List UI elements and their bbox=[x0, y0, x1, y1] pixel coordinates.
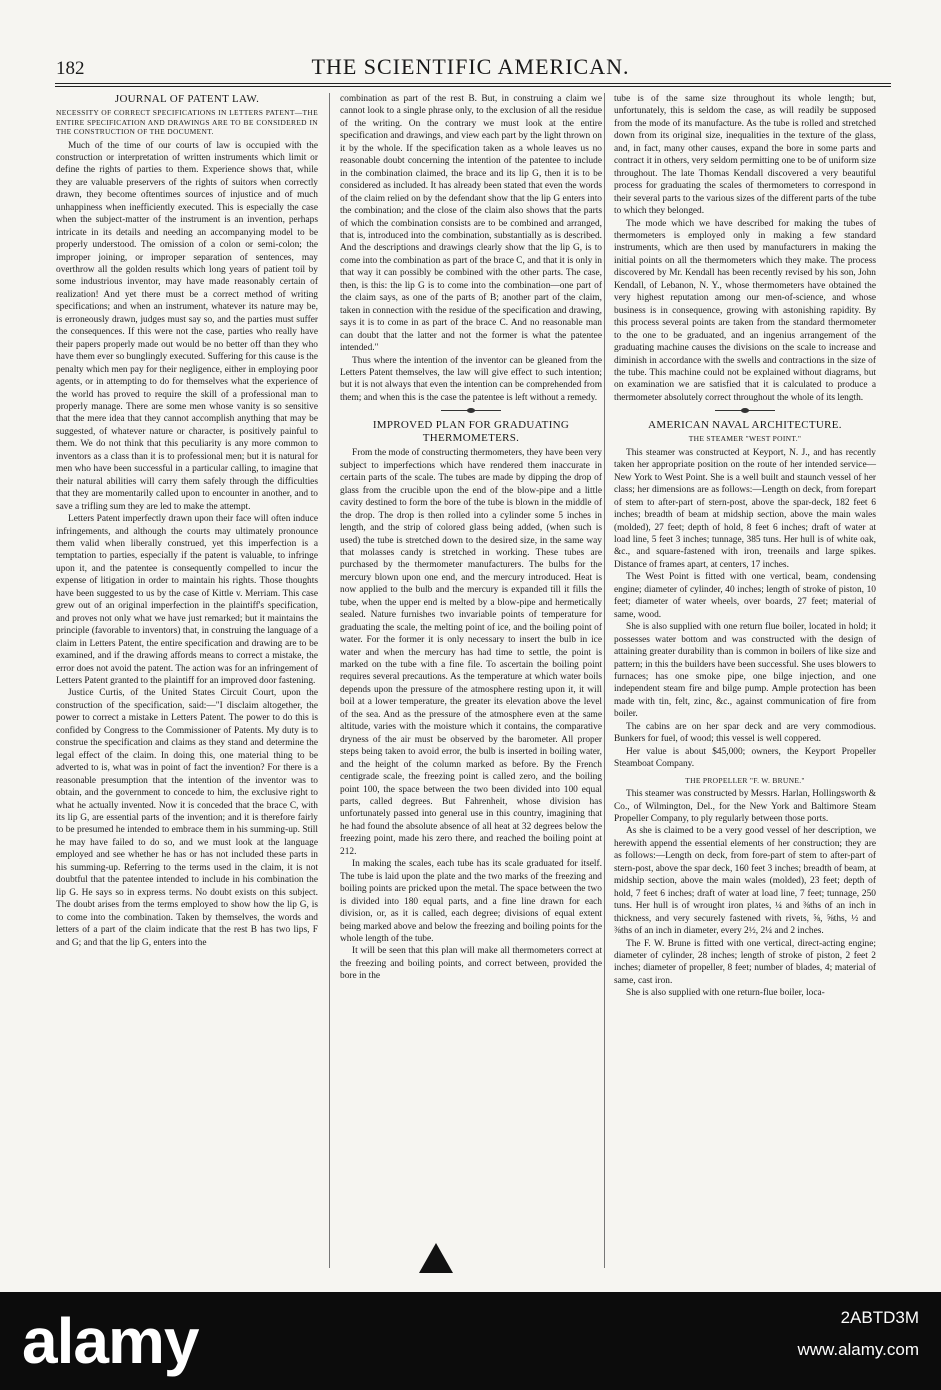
article-paragraph: As she is claimed to be a very good vessel of her description, we herewith append the essential elements of her construction; they are as follows:—Length on deck, from fore-part of stem to after-part of stern-post, above the spar deck, 160 feet 3 inches; breadth of beam, at midship section, above the main wales (molded), 23 feet; depth of hold, 7 feet 6 inches; draft of water at load line, 7 feet; tunnage, 250 tuns. Her hull is of wrought iron plates, ¼ and ⅜ths of an inch in thickness, and very securely fastened with rivets, ⅝, ⅝ths, ½ and ⅜ths of an inch in diameter, every 2½, 2¼ and 2 inches. bbox=[614, 826, 876, 937]
image-id: 2ABTD3M bbox=[840, 1308, 919, 1327]
article-paragraph: Her value is about $45,000; owners, the Keyport Propeller Steamboat Company. bbox=[614, 746, 876, 770]
section-subheading: THE STEAMER "WEST POINT." bbox=[688, 434, 802, 444]
article-title-thermometers: IMPROVED PLAN FOR GRADUATING THERMOMETERS. bbox=[372, 419, 570, 445]
page-number: 182 bbox=[56, 58, 85, 79]
article-paragraph: The F. W. Brune is fitted with one vertical, direct-acting engine; diameter of cylinder, 28 inches; length of stroke of piston, 2 feet 2 inches; diameter of propeller, 8 feet; number of blades, 4; material of same, cast iron. bbox=[614, 938, 876, 986]
column-3 bbox=[614, 93, 876, 1000]
article-paragraph: The West Point is fitted with one vertical, beam, condensing engine; diameter of cylinder, 40 inches; length of stroke of piston, 10 feet; diameter of water wheels, over boards, 27 feet; material of same, wood. bbox=[614, 572, 876, 620]
column-2 bbox=[340, 93, 602, 983]
article-paragraph: combination as part of the rest B. But, in construing a claim we cannot look to a single phrase only, to the exclusion of all the residue of the writing. On the contrary we must look at the entire specification and drawings, and view each part by the light thrown on it by the whole. If the specification taken as a whole leaves us no reasonable doubt concerning the intention of the patentee to include in the combination claimed, the brace and its lip G, then it is to be considered as included. It has already been stated that even the words of the claim relied on by the defendant show that the lip G enters into the combination; and the close of the claim also shows that the parts of which the combination consists are to be combined and arranged, that is, introduced into the combination, substantially as is described. And the descriptions and drawings clearly show that the lip G, is to come into the combination as part of the brace C, and that it is only in that way it can possibly be combined with the other parts. The case, then, is this: the lip G is to come into the combination—one part of the claim says, as one of the parts of B; another part of the claim, taken in connection with the residue of the specification and drawing, says it is to come in as part of the brace C. And no reasonable man can doubt that the latter and not the former is what the patentee intended." bbox=[340, 94, 602, 354]
article-paragraph: Thus where the intention of the inventor can be gleaned from the Letters Patent themselves, the law will give effect to such intention; but it is not always that even the intention can be comprehended from them; and when this is the case the patentee is left without a remedy. bbox=[340, 355, 602, 403]
site-url: www.alamy.com bbox=[797, 1340, 919, 1359]
column-divider bbox=[329, 93, 330, 1268]
article-paragraph: The mode which we have described for making the tubes of thermometers is employed only in making a few standard instruments, which are then used by manufacturers in making the initial points on all the thermometers which they make. The process discovered by Mr. Kendall has been recently revised by his son, John Kendall, of Lebanon, N. Y., whose thermometers have obtained the very highest reputation among our men-of-science, and whose business is in consequence, growing with astonishing rapidity. By this process several points are taken from the standard thermometer to the one to be graduated, and an ingenius arrangement of the graduating machine causes the divisions on the scale to increase and diminish in accordance with the swells and contractions in the size of the tube. This machine could not be explained without diagrams, but on examination we are satisfied that it is calculated to produce a thermometer absolutely correct throughout the whole of its length. bbox=[614, 218, 876, 403]
article-paragraph: Letters Patent imperfectly drawn upon their face will often induce infringements, and although the courts may ultimately pronounce them valid when liberally construed, yet this imperfection is a temptation to parties, especially if the patent is valuable, to infringe upon it, and the patentee is consequently compelled to incur the expense of litigation in order to maintain his rights. Those thoughts have been suggested to us by the case of Kittle v. Merriam. This case grew out of an original imperfection in the plaintiff's specification, and proves not only what we have just remarked; but it maintains the principle (favorable to inventors) that, in construing the language of a claim in Letters Patent, the entire specification and drawing are to be examined, and if the drawing affords means to correct a mistake, the error does not avoid the patent. The action was for an infringement of Letters Patent granted to the plaintiff for an improved door fastening. bbox=[56, 514, 318, 686]
header-rule-2 bbox=[55, 86, 891, 87]
ink-blot bbox=[419, 1243, 453, 1273]
article-paragraph: This steamer was constructed by Messrs. Harlan, Hollingsworth & Co., of Wilmington, Del., for the New York and Baltimore Steam Propeller Company, to ply regularly between those ports. bbox=[614, 789, 876, 825]
column-divider bbox=[604, 93, 605, 1268]
brand-logo: alamy bbox=[22, 1305, 199, 1377]
article-paragraph: She is also supplied with one return-flue boiler, loca- bbox=[626, 988, 825, 999]
article-paragraph: tube is of the same size throughout its whole length; but, unfortunately, this is seldom the case, as will readily be supposed from the mode of its manufacture. As the tube is rolled and stretched down from its original size, inequalities in the texture of the glass, and, in fact, many other causes, expand the bore in some parts and contract it in others, very seldom permitting one to be of uniform size throughout. The late Thomas Kendall discovered a very beautiful process for graduating the scales of thermometers to correspond in their several parts to the various sizes of the different parts of the tube to which they belonged. bbox=[614, 94, 876, 217]
article-title-patent-law: JOURNAL OF PATENT LAW. bbox=[114, 93, 260, 105]
article-paragraph: In making the scales, each tube has its scale graduated for itself. The tube is laid upon the plate and the two marks of the freezing and boiling points are pricked upon the metal. The space between the two is divided into 180 equal parts, and a fine line drawn for each division, or, as it is called, each degree; divisions of equal extent being marked above and below the freezing and boiling points for the whole length of the tube. bbox=[340, 859, 602, 944]
article-paragraph: Much of the time of our courts of law is occupied with the construction or interpretation of written instruments which limit or define the rights of parties to them. Experience shows that, while they are valuable preservers of the rights of suitors when correctly drawn, they become oftentimes sources of injustice and of much unhappiness when inefficiently executed. This is especially the case when the subject-matter of the instrument is an invention, perhaps intricate in its details and needing an accompanying model to be properly understood. The omission of a colon or semi-colon; the improper joining, or improper separation of sentences, may overthrow all the golden results which long years of patient toil by some industrious inventor, may have made reasonably certain of realization! And yet there must be a correct method of writing specifications; and when an instrument, whatever its nature may be, is erroneously drawn, judges must say so, and the parties must suffer the consequences. If this were not the case, parties who really have their papers properly made out would be no better off than they who have them ever so bunglingly executed. Suffering for this cause is the penalty which men pay for their negligence, either in employing poor agents, or in attempting to do for themselves what the experience of the world has proved to require the skill of a professional man to properly manage. There are some men whose vanity is so sensitive that the mere idea that they cannot accomplish anything that may be suggested, of whatever nature or character, is positively painful to them. We do not think that this peculiarity is any more common to inventors as a class than it is to professional men; but it is natural for men who have been successful in a particular calling, to imagine that their natural abilities will carry them safely through the difficulties that they are momentarily called upon to encounter in another, and to save a trifling sum they are led to make the attempt. bbox=[56, 140, 318, 512]
masthead: THE SCIENTIFIC AMERICAN. bbox=[311, 54, 630, 79]
article-subtitle: NECESSITY OF CORRECT SPECIFICATIONS IN LETTERS PATENT—THE ENTIRE SPECIFICATION AND DRAWINGS ARE TO BE CONSIDERED IN THE CONSTRUCTION OF THE DOCUMENT. bbox=[56, 108, 318, 136]
section-subheading: THE PROPELLER "F. W. BRUNE." bbox=[685, 775, 805, 785]
article-title-naval-architecture: AMERICAN NAVAL ARCHITECTURE. bbox=[648, 419, 842, 432]
article-paragraph: From the mode of constructing thermometers, they have been very subject to imperfections which have rendered them inaccurate in certain parts of the scale. The tubes are made by dipping the drop of glass from the crucible upon the end of the blow-pipe and a little cavity destined to form the bore of the tube is blown in the middle of the drop. The drop is then rolled into a cylinder some 5 inches in length, and the strip of colored glass being added, (when such is used) the tube is stretched down to the desired size, in the same way that molasses candy is stretched in working. These tubes are purchased by the thermometer manufacturers. The bulbs for the mercury blown upon one end, and the mercury introduced. Heat is now applied to the bulb and the mercury is expanded till it fills the tube, when the upper end is melted by a blow-pipe and hermetically sealed. Nature furnishes two invariable points of temperature for graduating the scale, the melting point of ice, and the boiling point of water. For the former it is only necessary to insert the bulb in ice water and when the mercury has had time to settle, the point is marked on the tube with a fine file. To ascertain the boiling point requires several precautions. As the temperature at which water boils depends upon the pressure of the atmosphere resting upon it, it will boil at a lower temperature, the greater its elevation above the level of the sea. And as the pressure of the atmosphere even at the same altitude, varies with the moisture which it contains, the comparative dryness of the air must be observed by the barometer. All proper steps being taken to avoid error, the bulb is inserted in boiling water, and the height of the column marked as before. By the French centigrade scale, the freezing point is called zero, and the boiling point 100, the space between the two been divided into 100 equal parts, called degrees. But Fahrenheit, whose division has unfortunately passed into general use in this country, imagining that he had found the absolute absence of all heat at 32 degrees below the freezing point, made his zero there, and reached the boiling point at 212. bbox=[340, 448, 602, 857]
article-paragraph: This steamer was constructed at Keyport, N. J., and has recently taken her appropriate position on the route of her intended service—New York to West Point. She is a well built and staunch vessel of her class; her dimensions are as follows:—Length on deck, from forepart of stem to after-part of stern-post, above the spar-deck, 182 feet 6 inches; breadth of beam at midship section, above the main wales (molded), 27 feet; depth of hold, 8 feet 6 inches; draft of water at load line, 5 feet 3 inches; tunnage, 385 tuns. Her hull is of white oak, &c., and square-fastened with iron, treenails and large spikes. Distance of frames apart, at centers, 17 inches. bbox=[614, 447, 876, 570]
article-paragraph: It will be seen that this plan will make all thermometers correct at the freezing and boiling points, and correct between, provided the bore in the bbox=[340, 946, 602, 982]
section-separator bbox=[715, 410, 775, 411]
header-rule bbox=[55, 83, 891, 84]
article-paragraph: She is also supplied with one return flue boiler, located in hold; it possesses water bottom and was constructed with the design of attaining greater durability than is common in boilers of like size and pattern; in this the builders have been successful. She uses blowers to furnaces; has one smoke pipe, one bilge injection, and one independent steam fire and bilge pump. Ample protection has been made with tin, felt, zinc, &c., against communication of fire from boiler. bbox=[614, 622, 876, 720]
article-paragraph: Justice Curtis, of the United States Circuit Court, upon the construction of the specification, said:—"I disclaim altogether, the power to correct a mistake in Letters Patent. The power to do this is confided by Congress to the Commissioner of Patents. My duty is to construe the specification and claims as they stand and determine the legal effect of the claim. In doing this, one material thing to be adverted to is, what was in point of fact the invention? For there is a reasonable presumption that the intention of the inventor was to obtain, and the government to concede to him, the exclusive right to what he actually invented. Now it is conceded that the brace C, with its lip G, are essential parts of the invention; and it is therefore fairly to be presumed he intended to embrace them in his summing-up. Still he may have failed to do so, and we must look at the language employed and see whether he has or has not included these parts in his summing-up. Referring to the terms used in the claim, it is not doubtful that the patentee intended to include in his combination the lip G. He says so in express terms. No doubt exists on this subject. The doubt arises from the terms employed to show how the lip G, is to come into the combination. Taken by themselves, the words and letters of a part of the claim indicate that the rest B has two lips, F and G; and that the lip G, enters into the bbox=[56, 688, 318, 948]
article-paragraph: The cabins are on her spar deck and are very commodious. Bunkers for fuel, of wood; this vessel is well coppered. bbox=[614, 721, 876, 745]
column-1 bbox=[56, 93, 318, 949]
section-separator bbox=[441, 410, 501, 411]
